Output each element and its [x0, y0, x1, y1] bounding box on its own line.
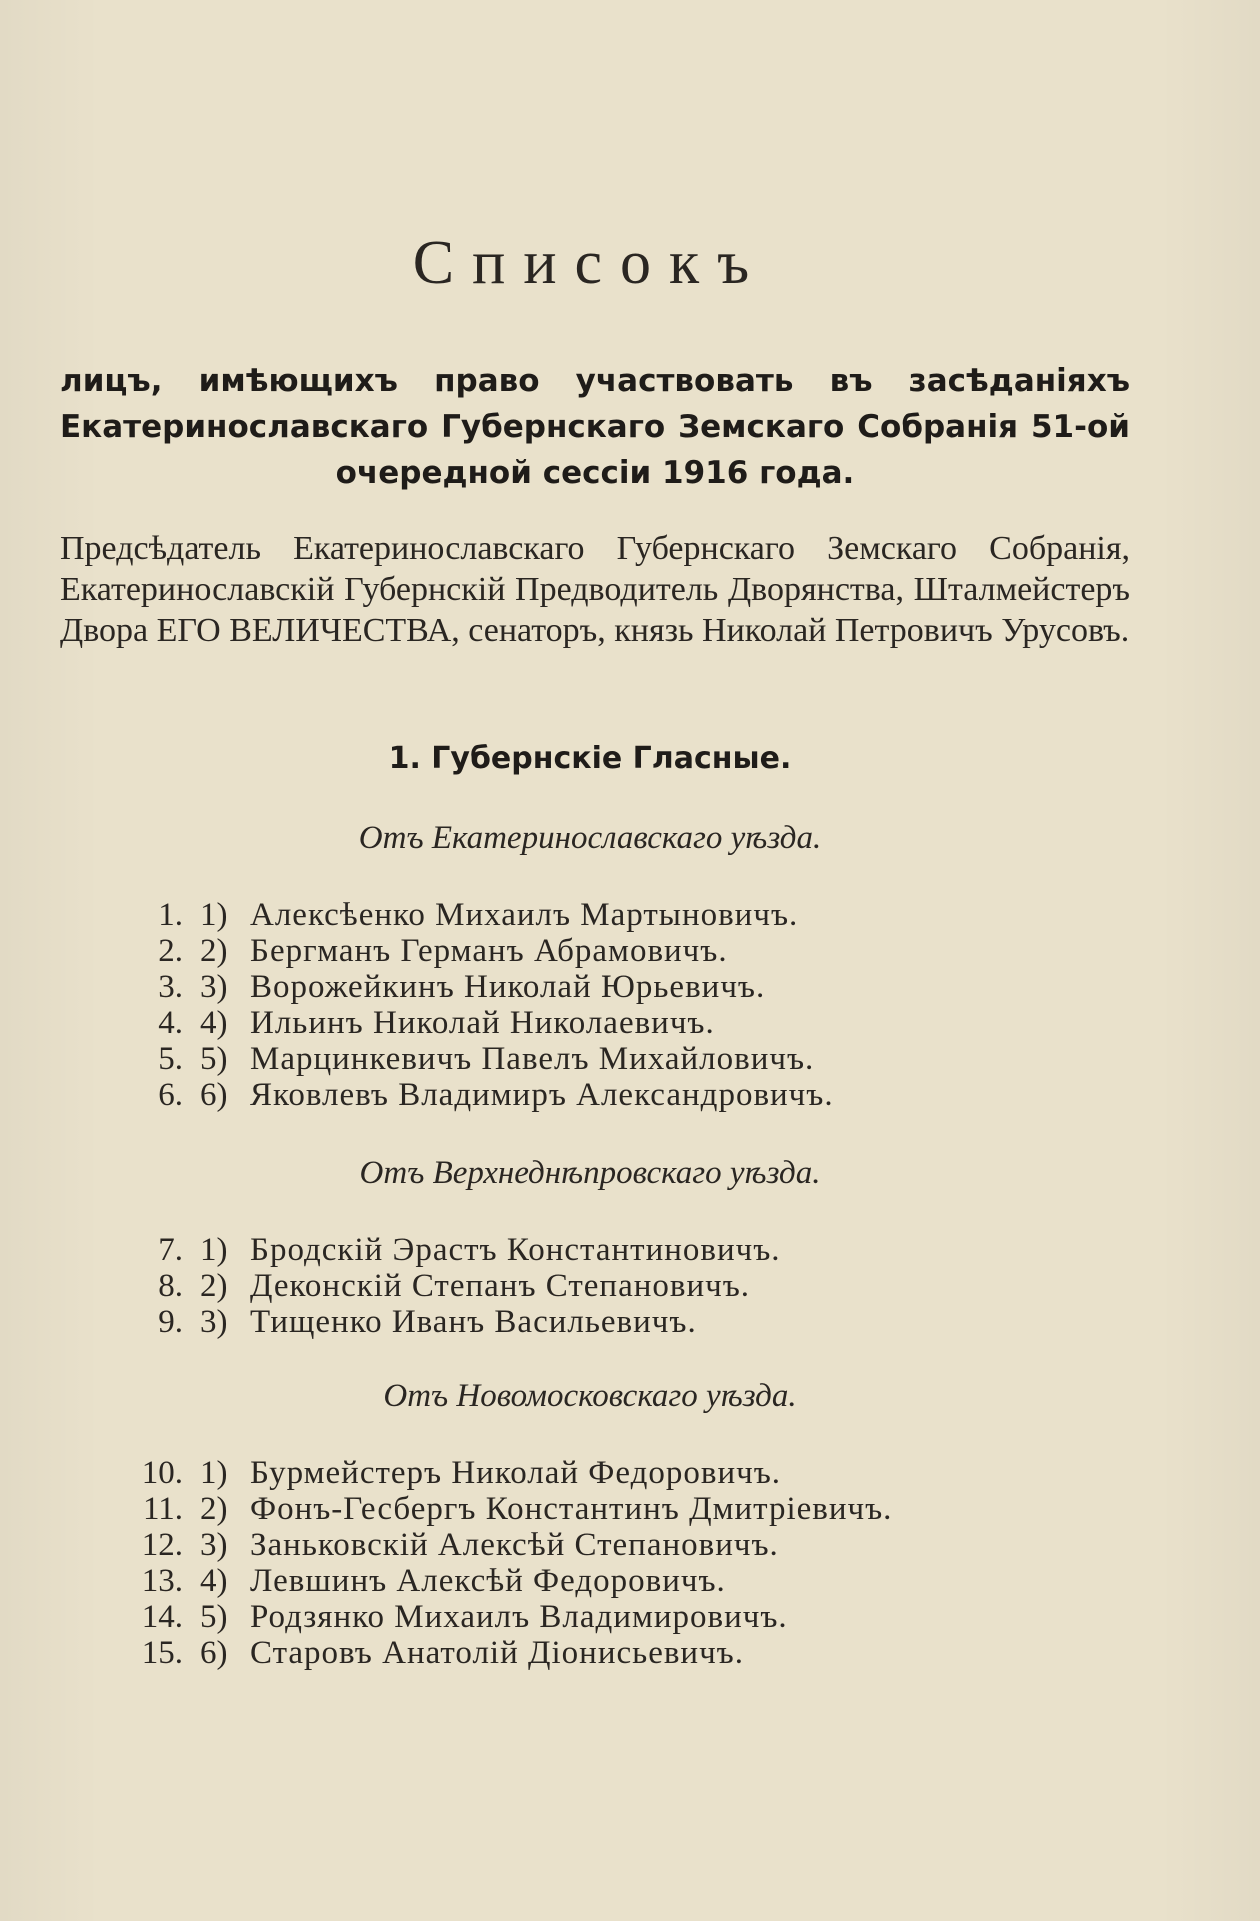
member-number: 14.	[141, 1599, 183, 1635]
member-name: Ворожейкинъ Николай Юрьевичъ.	[250, 969, 766, 1005]
member-number: 8.	[158, 1268, 183, 1304]
list-item	[0, 1455, 1200, 1491]
member-name: Марцинкевичъ Павелъ Михайловичъ.	[250, 1041, 815, 1077]
section-heading: 1. Губернскіе Гласные.	[388, 741, 792, 776]
district-heading: Отъ Новомосковскаго уѣзда.	[383, 1378, 797, 1414]
member-number: 7.	[158, 1232, 183, 1268]
member-name: Тищенко Иванъ Васильевичъ.	[250, 1304, 697, 1340]
list-item	[0, 933, 1200, 969]
district-heading: Отъ Екатеринославскаго уѣзда.	[358, 820, 822, 856]
list-item	[0, 1005, 1200, 1041]
member-district-number: 1)	[200, 897, 228, 933]
member-number: 11.	[142, 1491, 183, 1527]
member-number: 2.	[158, 933, 183, 969]
member-district-number: 2)	[200, 1491, 228, 1527]
member-district-number: 4)	[200, 1005, 228, 1041]
member-name: Деконскій Степанъ Степановичъ.	[250, 1268, 751, 1304]
member-name: Левшинъ Алексѣй Федоровичъ.	[250, 1563, 726, 1599]
member-number: 12.	[141, 1527, 183, 1563]
document-subtitle: лицъ, имѣющихъ право участвовать въ засѣданіяхъ Екатеринославскаго Губернскаго Земскаго Собранія 51-ой очередной сессіи 1916 года.	[60, 363, 1130, 491]
member-name: Фонъ-Гесбергъ Константинъ Дмитріевичъ.	[250, 1491, 893, 1527]
district-heading: Отъ Верхнеднѣпровскаго уѣзда.	[359, 1155, 821, 1191]
list-item	[0, 897, 1200, 933]
member-number: 4.	[158, 1005, 183, 1041]
list-item	[0, 1635, 1200, 1671]
member-district-number: 1)	[200, 1232, 228, 1268]
member-number: 9.	[158, 1304, 183, 1340]
member-number: 15.	[141, 1635, 183, 1671]
list-item	[0, 1077, 1200, 1113]
member-district-number: 6)	[200, 1077, 228, 1113]
document-title: Списокъ	[412, 229, 768, 297]
list-item	[0, 1232, 1200, 1268]
list-item	[0, 1563, 1200, 1599]
member-district-number: 3)	[200, 1304, 228, 1340]
member-name: Бергманъ Германъ Абрамовичъ.	[250, 933, 728, 969]
list-item	[0, 1527, 1200, 1563]
member-number: 3.	[158, 969, 183, 1005]
list-item	[0, 1491, 1200, 1527]
member-name: Старовъ Анатолій Діонисьевичъ.	[250, 1635, 744, 1671]
member-name: Ильинъ Николай Николаевичъ.	[250, 1005, 715, 1041]
member-number: 13.	[141, 1563, 183, 1599]
member-name: Родзянко Михаилъ Владимировичъ.	[250, 1599, 788, 1635]
member-name: Алексѣенко Михаилъ Мартыновичъ.	[250, 897, 799, 933]
member-name: Бурмейстеръ Николай Федоровичъ.	[250, 1455, 782, 1491]
list-item	[0, 1599, 1200, 1635]
member-district-number: 3)	[200, 1527, 228, 1563]
member-number: 6.	[158, 1077, 183, 1113]
member-district-number: 5)	[200, 1041, 228, 1077]
member-name: Заньковскій Алексѣй Степановичъ.	[250, 1527, 779, 1563]
list-item	[0, 969, 1200, 1005]
member-list	[0, 1455, 1200, 1671]
list-item	[0, 1268, 1200, 1304]
chairman-paragraph: Предсѣдатель Екатеринославскаго Губернскаго Земскаго Собранія, Екатеринославскій Губернскій Предводитель Дворянства, Шталмейстеръ Двора ЕГО ВЕЛИЧЕСТВА, сенаторъ, князь Николай Петровичъ Урусовъ.	[60, 530, 1130, 649]
member-district-number: 2)	[200, 933, 228, 969]
member-list	[0, 1232, 1200, 1340]
member-number: 1.	[158, 897, 183, 933]
member-district-number: 3)	[200, 969, 228, 1005]
member-district-number: 2)	[200, 1268, 228, 1304]
member-name: Бродскій Эрастъ Константиновичъ.	[250, 1232, 781, 1268]
member-district-number: 4)	[200, 1563, 228, 1599]
list-item	[0, 1041, 1200, 1077]
member-district-number: 1)	[200, 1455, 228, 1491]
member-number: 5.	[158, 1041, 183, 1077]
member-district-number: 5)	[200, 1599, 228, 1635]
member-name: Яковлевъ Владимиръ Александровичъ.	[250, 1077, 834, 1113]
list-item	[0, 1304, 1200, 1340]
member-district-number: 6)	[200, 1635, 228, 1671]
member-list	[0, 897, 1200, 1113]
member-number: 10.	[141, 1455, 183, 1491]
